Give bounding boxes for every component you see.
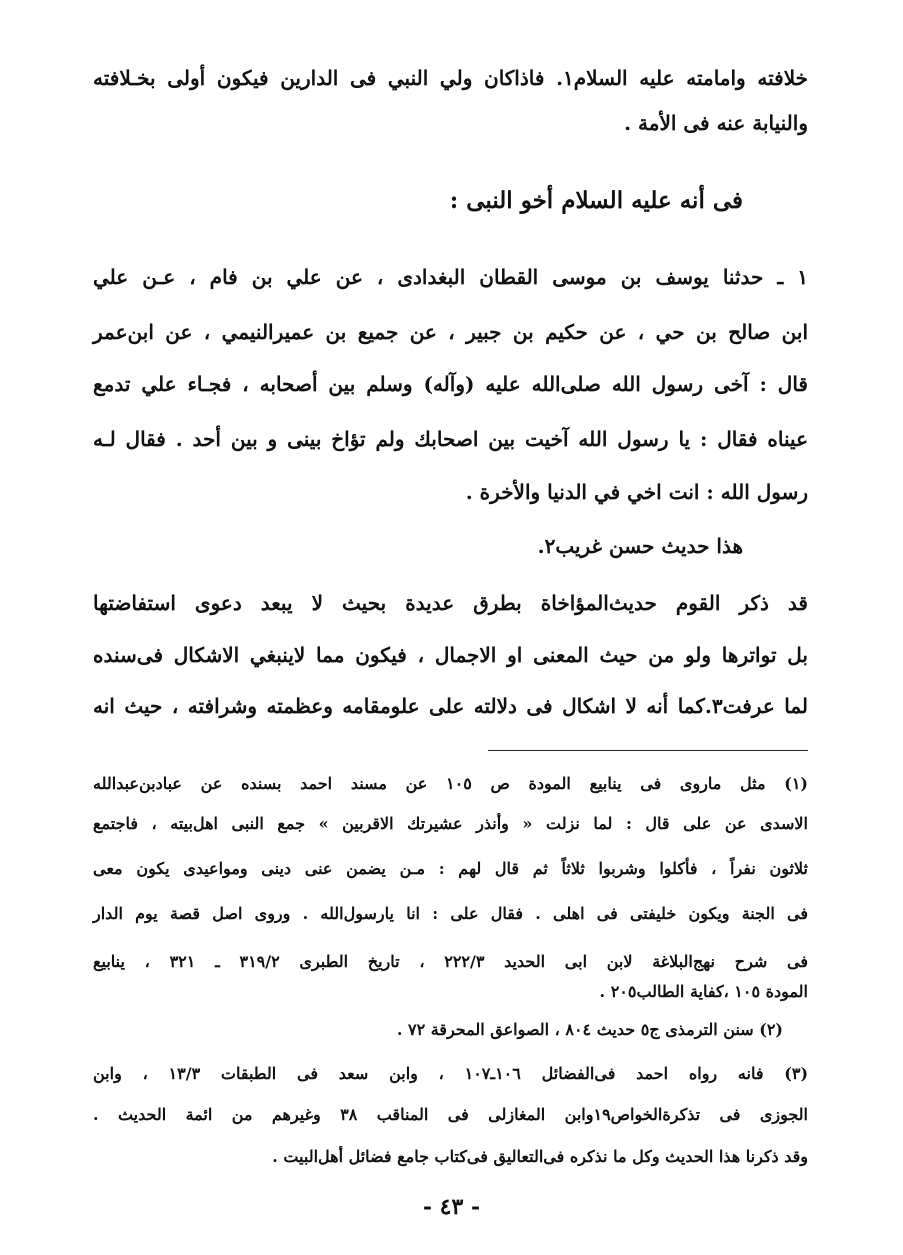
commentary-line: قد ذكر القوم حديث‌المؤاخاة بطرق عديدة بحيث لا يبعد دعوى استفاضتها: [93, 591, 808, 615]
footnote-line: ثلاثون نفراً ، فأكلوا وشربوا ثلاثاً ثم قال لهم : مـن يضمن عنى دينى ومواعيدى يكون معى: [93, 859, 808, 878]
footnote-line: (٣) فانه رواه احمد فى‌الفضائل ١٠٦ـ١٠٧ ، وابن سعد فى الطبقات ١٣/٣ ، وابن: [93, 1064, 809, 1083]
body-line: خلافته وامامته عليه السلام١. فاذاكان ولي النبي فى الدارين فيكون أولى بخـلافته: [93, 66, 808, 90]
commentary-line: بل تواترها ولو من حيث المعنى او الاجمال ، فيكون مما لاينبغي الاشكال فى‌سنده: [93, 643, 808, 667]
commentary-line: لما عرفت٣.كما أنه لا اشكال فى دلالته على علومقامه وعظمته وشرافته ، حيث انه: [93, 694, 808, 718]
footnote-2: (٢) سنن الترمذى ج٥ حديث ٨٠٤ ، الصواعق المحرقة ٧٢ .: [396, 1020, 783, 1039]
hadith-line: ١ ـ حدثنا يوسف بن موسى القطان البغدادى ، عن علي بن فام ، عـن علي: [93, 265, 808, 289]
body-line: والنيابة عنه فى الأمة .: [624, 111, 808, 135]
page-number: - ٤٣ -: [422, 1194, 481, 1220]
footnote-line: الاسدى عن على قال : لما نزلت « وأنذر عشيرتك الاقربين » جمع النبى اهل‌بيته ، فاجتمع: [93, 814, 808, 833]
footnote-line: وقد ذكرنا هذا الحديث وكل ما نذكره فى‌التعاليق فى‌كتاب جامع فضائل أهل‌البيت .: [272, 1147, 808, 1166]
hadith-line: رسول الله : انت اخي في الدنيا والأخرة .: [465, 480, 808, 504]
footnote-line: فى شرح نهج‌البلاغة لابن ابى الحديد ٢٢٢/٣ ، تاريخ الطبرى ٣١٩/٢ ـ ٣٢١ ، ينابيع: [93, 952, 809, 971]
hadith-line: قال : آخى رسول الله صلى‌الله عليه (وآله) وسلم بين أصحابه ، فجـاء علي تدمع: [93, 372, 808, 396]
hadith-line: عيناه فقال : يا رسول الله آخيت بين اصحابك ولم تؤاخ بينى و بين أحد . فقال لـه: [93, 427, 808, 451]
footnote-line: الجوزى فى تذكرةالخواص١٩وابن المغازلى فى المناقب ٣٨ وغيرهم من ائمة الحديث .: [93, 1105, 808, 1124]
footnote-line: (١) مثل ماروى فى ينابيع المودة ص ١٠٥ عن مسند احمد بسنده عن عبادبن‌عبدالله: [93, 774, 808, 793]
section-heading: فى أنه عليه السلام أخو النبى :: [449, 187, 743, 214]
footnote-line: فى الجنة ويكون خليفتى فى اهلى . فقال على : انا يارسول‌الله . وروى اصل قصة يوم الدار: [93, 904, 808, 923]
footnote-line: المودة ١٠٥ ،كفاية الطالب٢٠٥ .: [599, 982, 808, 1001]
hadith-line: ابن صالح بن حي ، عن حكيم بن جبير ، عن جميع بن عميرالنيمي ، عن ابن‌عمر: [93, 320, 808, 344]
hadith-grading: هذا حديث حسن غريب٢.: [537, 534, 743, 558]
footnote-separator: [488, 750, 808, 751]
